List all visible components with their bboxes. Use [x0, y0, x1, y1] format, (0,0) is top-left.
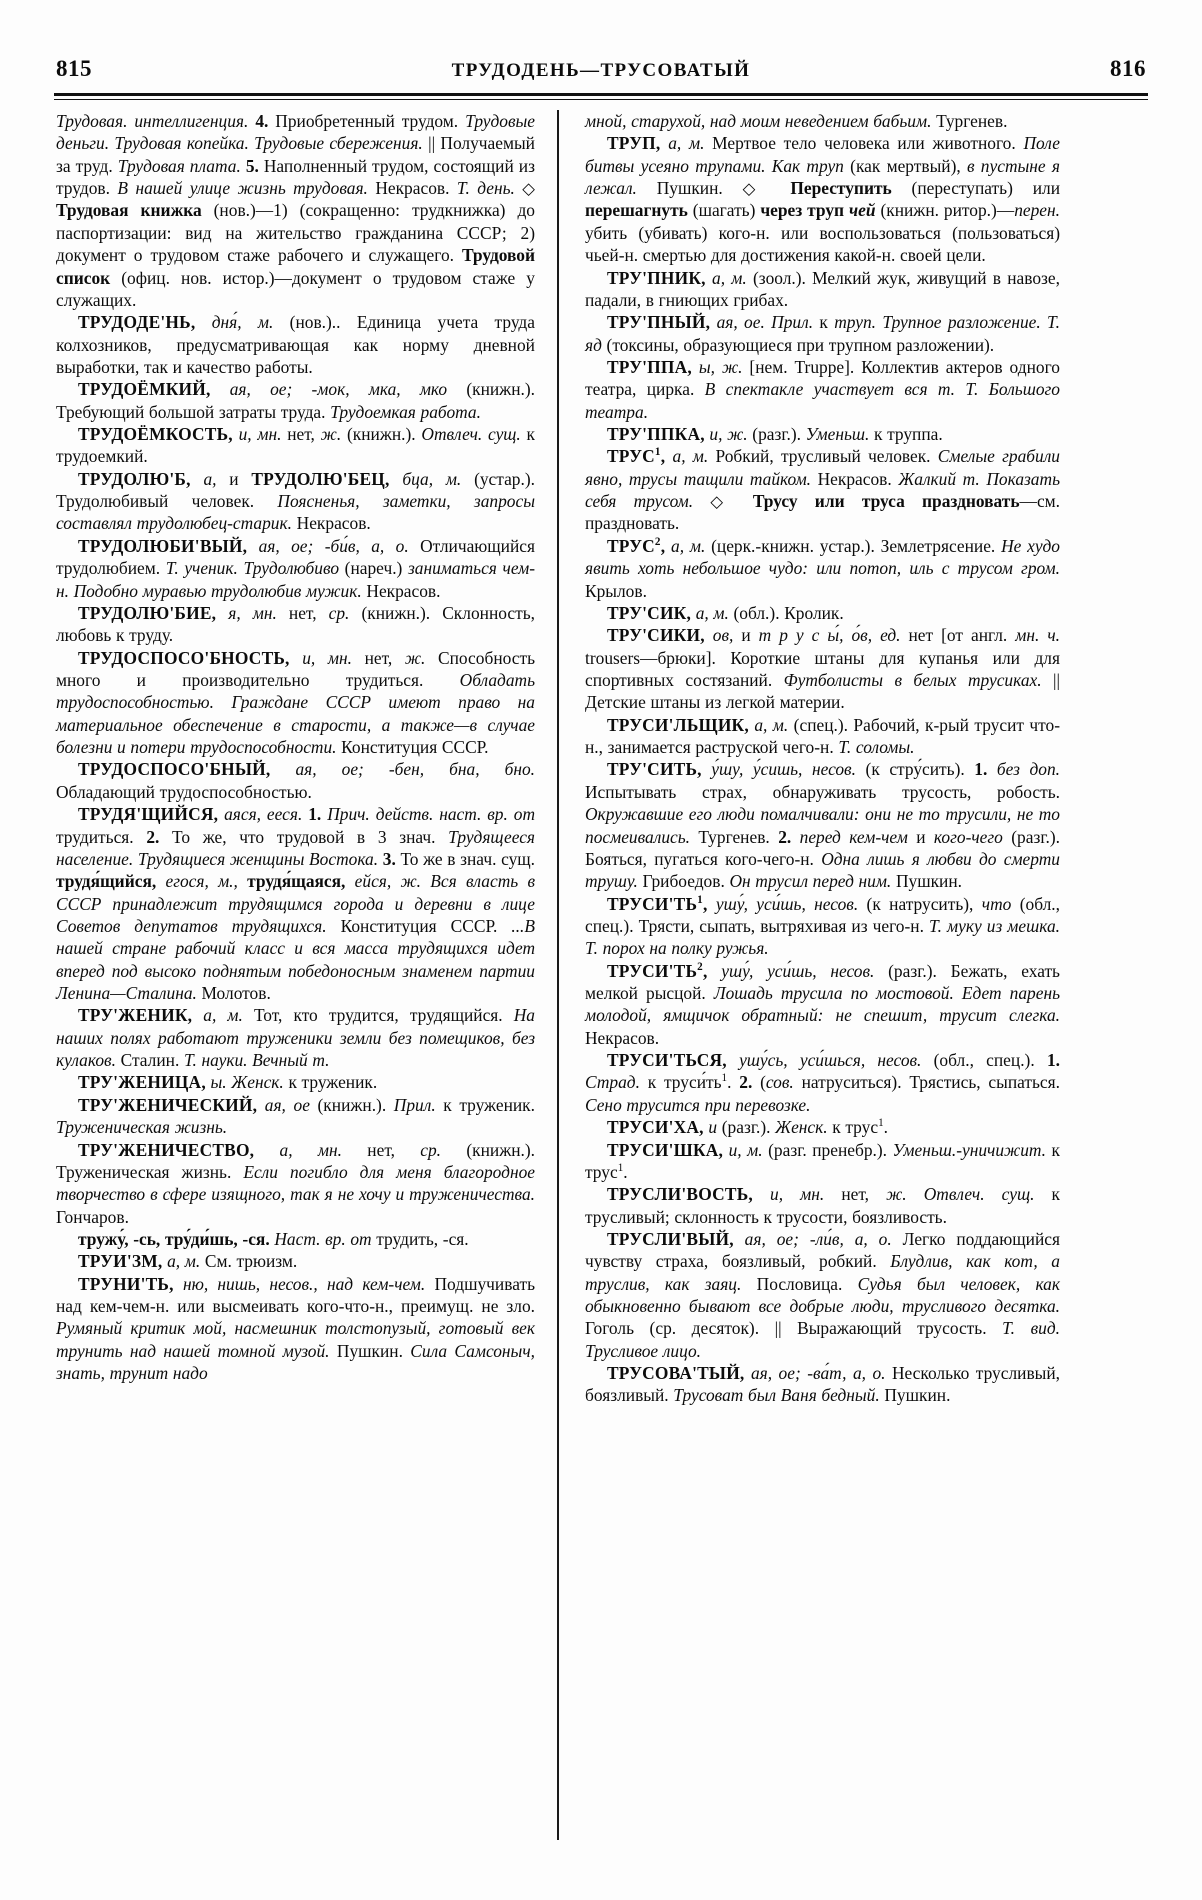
header-rule-thick — [54, 93, 1148, 96]
dictionary-entry-trudolyub: ТРУДОЛЮ'Б, а, и ТРУДОЛЮ'БЕЦ, бца, м. (устар.). Трудолюбивый человек. Поясненья, заметки, запросы составлял трудолюбец-старик. Некрасов. — [56, 468, 535, 534]
dictionary-entry-trudolyubie: ТРУДОЛЮ'БИЕ, я, мн. нет, ср. (книжн.). Склонность, любовь к труду. — [56, 602, 535, 646]
dictionary-entry-trusiki: ТРУ'СИКИ, ов, и т р у с ы́, о́в, ед. нет [от англ. мн. ч. trousers—брюки]. Короткие штаны для купанья или для спортивных состязаний. Футболисты в белых трусиках. || Детские штаны из легкой материи. — [585, 625, 1060, 713]
dictionary-entry-trupnyy: ТРУ'ПНЫЙ, ая, ое. Прил. к труп. Трупное разложение. Т. яд (токсины, образующиеся при трупном разложении). — [585, 312, 1060, 355]
folio-left: 815 — [56, 56, 92, 81]
dictionary-entry-trusishka: ТРУСИ'ШКА, и, м. (разг. пренебр.). Уменьш.-уничижит. к трус$^1$. — [585, 1139, 1060, 1182]
dictionary-entry-trudoyomkiy: ТРУДОЁМКИЙ, ая, ое; -мок, мка, мко (книжн.). Требующий большой затраты труда. Трудоемкая работа. — [56, 379, 535, 422]
folio-right: 816 — [1110, 56, 1146, 81]
column-divider — [557, 110, 559, 1840]
right-column — [563, 110, 1060, 1840]
dictionary-entry-trunit-cont: мной, старухой, над моим неведением бабьим. Тургенев. — [585, 111, 1008, 131]
running-head — [56, 56, 1146, 86]
header-rule-thin — [54, 99, 1148, 100]
dictionary-entry-trupnik: ТРУ'ПНИК, а, м. (зоол.). Мелкий жук, живущий в навозе, падали, в гниющих грибах. — [585, 267, 1060, 310]
dictionary-entry-trusit2: $ТРУСИ'ТЬ^2$, ушу́, уси́шь, несов. (разг.). Бежать, ехать мелкой рысцой. Лошадь трусила по мостовой. Едет парень молодой, ямщичок обратный: не спешит, трусит слегка. Некрасов. — [585, 960, 1060, 1048]
dictionary-entry-trusikha: ТРУСИ'ХА, и (разг.). Женск. к трус$^1$. — [607, 1117, 888, 1138]
dictionary-entry-trudovoy-cont: Трудовая. интеллигенция. 4. Приобретенный трудом. Трудовые деньги. Трудовая копейка. Трудовые сбережения. || Получаемый за труд. Трудовая плата. 5. Наполненный трудом, состоящий из трудов. В нашей улице жизнь трудовая. Некрасов. Т. день. ◇ Трудовая книжка (нов.)—1) (сокращенно: трудкнижка) до паспортизации: вид на жительство гражданина СССР; 2) документ о трудовом стаже рабочего и служащего. Трудовой список (офиц. нов. истор.)—документ о трудовом стаже у служащих. — [56, 111, 535, 310]
dictionary-entry-trusovatyy: ТРУСОВА'ТЫЙ, ая, ое; -ва́т, а, о. Несколько трусливый, боязливый. Трусоват был Ваня бедный. Пушкин. — [585, 1363, 1060, 1406]
dictionary-entry-truppa: ТРУ'ППА, ы, ж. [нем. Truppe]. Коллектив актеров одного театра, цирка. В спектакле участвует вся т. Т. Большого театра. — [585, 356, 1060, 422]
dictionary-entry-truzhenitsa: ТРУ'ЖЕНИЦА, ы. Женск. к труженик. — [78, 1072, 378, 1093]
dictionary-entry-trudoden: ТРУДОДЕ'НЬ, дня́, м. (нов.).. Единица учета труда колхозников, предусматривающая как норму дневной выработки, так и качество работы. — [56, 312, 536, 377]
dictionary-entry-trusitsya: ТРУСИ'ТЬСЯ, ушу́сь, уси́шься, несов. (обл., спец.). 1. Страд. к $труси́ть^1$. 2. (сов. натруситься). Трястись, сыпаться. Сено трусится при перевозке. — [585, 1050, 1060, 1115]
dictionary-entry-trusilshchik: ТРУСИ'ЛЬЩИК, а, м. (спец.). Рабочий, к-рый трусит что-н., занимается раструской чего-н. Т. соломы. — [585, 714, 1061, 758]
dictionary-entry-trudolyubivyy: ТРУДОЛЮБИ'ВЫЙ, ая, ое; -би́в, а, о. Отличающийся трудолюбием. Т. ученик. Трудолюбиво (нареч.) заниматься чем-н. Подобно муравью трудолюбив мужик. Некрасов. — [56, 535, 536, 601]
dictionary-entry-trudoyomkost: ТРУДОЁМКОСТЬ, и, мн. нет, ж. (книжн.). Отвлеч. сущ. к трудоемкий. — [56, 424, 535, 467]
dictionary-entry-trudyashchiysya: ТРУДЯ'ЩИЙСЯ, аяся, ееся. 1. Прич. действ. наст. вр. от трудиться. 2. То же, что трудовой в 3 знач. Трудящееся население. Трудящиеся женщины Востока. 3. То же в знач. сущ. трудя́щийся, егося, м., трудя́щаяся, ейся, ж. Вся власть в СССР принадлежит трудящимся города и деревни в лице Советов депутатов трудящихся. Конституция СССР. ...В нашей стране рабочий класс и вся масса трудящихся идет вперед под высоко поднятым победоносным знаменем партии Ленина—Сталина. Молотов. — [56, 804, 536, 1004]
dictionary-entry-truslivyy: ТРУСЛИ'ВЫЙ, ая, ое; -ли́в, а, о. Легко поддающийся чувству страха, боязливый, робкий. Блудлив, как кот, а труслив, как заяц. Пословица. Судья был человек, как обыкновенно бывают все добрые люди, трусливого десятка. Гоголь (ср. десяток). || Выражающий трусость. Т. вид. Трусливое лицо. — [585, 1228, 1061, 1361]
dictionary-entry-trusik: ТРУ'СИК, а, м. (обл.). Кролик. — [607, 602, 844, 623]
dictionary-entry-trusit: ТРУ'СИТЬ, у́шу, у́сишь, несов. (к стру́сить). 1. без доп. Испытывать страх, обнаруживать трусость, робость. Окружавшие его люди помалчивали: они не то трусили, не то посмеивались. Тургенев. 2. перед кем-чем и кого-чего (разг.). Бояться, пугаться кого-чего-н. Одна лишь я любви до смерти трушу. Грибоедов. Он трусил перед ним. Пушкин. — [585, 759, 1060, 892]
dictionary-entry-trudosposobnost: ТРУДОСПОСО'БНОСТЬ, и, мн. нет, ж. Способность много и производительно трудиться. Обладать трудоспособностью. Граждане СССР имеют право на материальное обеспечение в старости, а также—в случае болезни и потери трудоспособности. Конституция СССР. — [56, 647, 536, 758]
dictionary-entry-truzhenik: ТРУ'ЖЕНИК, а, м. Тот, кто трудится, трудящийся. На наших полях работают труженики земли без помещиков, без кулаков. Сталин. Т. науки. Вечный т. — [56, 1005, 535, 1071]
dictionary-entry-trunit: ТРУНИ'ТЬ, ню, нишь, несов., над кем-чем. Подшучивать над кем-чем-н. или высмеивать кого-что-н., преимущ. не зло. Румяный критик мой, насмешник толстопузый, готовый век трунить над нашей томной музой. Пушкин. Сила Самсоныч, знать, трунит надо — [56, 1273, 535, 1384]
dictionary-entry-truzhenichestvo: ТРУ'ЖЕНИЧЕСТВО, а, мн. нет, ср. (книжн.). Труженическая жизнь. Если погибло для меня благородное творчество в сфере изящного, так я не хочу и труженичества. Гончаров. — [56, 1139, 536, 1227]
dictionary-entry-trus2: ТРУС$^2$, а, м. (церк.-книжн. устар.). Землетрясение. Не худо явить хоть небольшое чудо: или потоп, иль с трусом гром. Крылов. — [585, 535, 1060, 601]
left-column — [56, 110, 553, 1840]
dictionary-entry-trup: ТРУП, а, м. Мертвое тело человека или животного. Поле битвы усеяно трупами. Как труп (как мертвый), в пустыне я лежал. Пушкин. ◇ Переступить (переступать) или перешагнуть (шагать) через труп чей (книжн. ритор.)—перен. убить (убивать) кого-н. или воспользоваться (пользоваться) чьей-н. смертью для достижения какой-н. своей цели. — [585, 133, 1061, 266]
dictionary-entry-truppka: ТРУ'ППКА, и, ж. (разг.). Уменьш. к труппа. — [607, 424, 943, 445]
dictionary-entry-truzhenicheskiy: ТРУ'ЖЕНИЧЕСКИЙ, ая, ое (книжн.). Прил. к труженик. Труженическая жизнь. — [56, 1094, 535, 1138]
dictionary-entry-trudosposobnyy: ТРУДОСПОСО'БНЫЙ, ая, ое; -бен, бна, бно. Обладающий трудоспособностью. — [56, 759, 535, 802]
page-title: ТРУДОДЕНЬ—ТРУСОВАТЫЙ — [451, 60, 751, 81]
dictionary-entry-truslivost: ТРУСЛИ'ВОСТЬ, и, мн. нет, ж. Отвлеч. сущ. к трусливый; склонность к трусости, боязливость. — [585, 1184, 1060, 1227]
dictionary-entry-trus1: ТРУС$^1$, а, м. Робкий, трусливый человек. Смелые грабили явно, трусы тащили тайком. Некрасов. Жалкий т. Показать себя трусом. ◇ Трусу или труса праздновать—см. праздновать. — [585, 446, 1061, 534]
dictionary-entry-truizm: ТРУИ'ЗМ, а, м. См. трюизм. — [78, 1251, 298, 1272]
dictionary-entry-trusit1: $ТРУСИ'ТЬ^1$, ушу́, уси́шь, несов. (к натрусить), что (обл., спец.). Трясти, сыпать, вытряхивая из чего-н. Т. муку из мешка. Т. порох на полку ружья. — [585, 893, 1060, 959]
columns-container — [56, 110, 1146, 1840]
dictionary-entry-truzhu: тружу́, -сь, тру́ди́шь, -ся. Наст. вр. от трудить, -ся. — [78, 1228, 469, 1249]
